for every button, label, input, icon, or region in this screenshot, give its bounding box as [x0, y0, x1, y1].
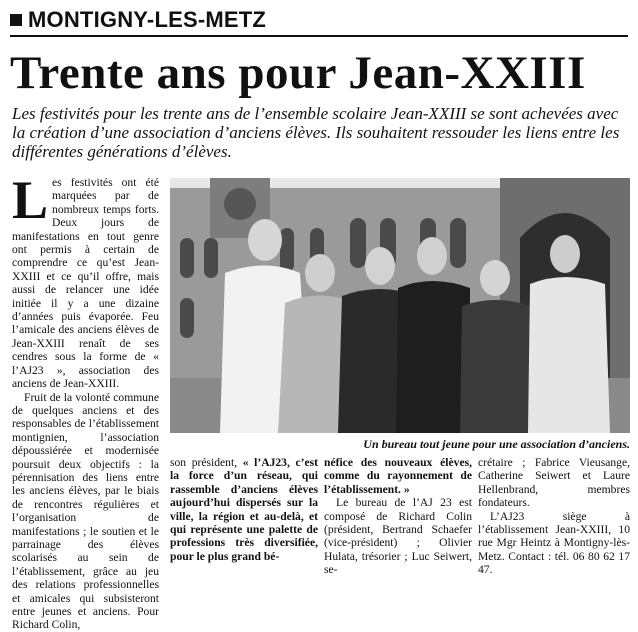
- article-column-4: [478, 456, 630, 577]
- column-3-paragraph: Le bureau de l’AJ 23 est composé de Richard Colin (président, Bertrand Schaefer (vice-président) ; Olivier Hulata, trésorier ; Luc Seiwert, se-: [324, 496, 472, 577]
- header-rule: [10, 35, 628, 37]
- article-column-1: [12, 170, 159, 632]
- article-column-2: [170, 456, 318, 563]
- paragraph-2: Fruit de la volonté commune de quelques anciens et des responsables de l’établissement montignien, l’association dépoussiérée et modernisée poursuit deux objectifs : la pérennisation des liens entre les anciens élèves, par le biais de rencontres régulières et l’organisation de manifestations ; le soutien et le parrainage des élèves scolarisés au sein de l’établissement, grâce au jeu des relations professionnelles et amicales qui subsisteront entre jeunes et anciens. Pour Richard Colin,: [12, 390, 159, 632]
- group-photo: [170, 178, 630, 433]
- column-3-quote-end: néfice des nouveaux élèves, comme du rayonnement de l’établissement. »: [324, 456, 472, 496]
- headline: Trente ans pour Jean-XXIII: [10, 47, 586, 99]
- column-2-quote: « l’AJ23, c’est la force d’un réseau, qui rassemble d’anciens élèves aujourd’hui dispersés sur la ville, la région et au-delà, et qui représente une palette de professions très diversifiée, pour le plus grand bé-: [170, 456, 318, 563]
- rubric-square-icon: [10, 14, 22, 26]
- article-column-3: [324, 456, 472, 577]
- section-title: MONTIGNY-LES-METZ: [28, 7, 267, 32]
- column-4-paragraph-2: L’AJ23 siège à l’établissement Jean-XXIII, 10 rue Mgr Heintz à Montigny-lès-Metz. Contact : tél. 06 80 62 17 47.: [478, 509, 630, 577]
- photo-caption: Un bureau tout jeune pour une association d’anciens.: [363, 437, 630, 451]
- column-2-lead: son président,: [170, 456, 243, 469]
- lead-paragraph: Les festivités pour les trente ans de l’ensemble scolaire Jean-XXIII se sont achevées avec la création d’une association d’anciens élèves. Ils souhaitent ressouder les liens entre les différentes générations d’élèves.: [12, 104, 620, 161]
- column-4-paragraph-1: crétaire ; Fabrice Vieusange, Catherine Seiwert et Laure Hellenbrand, membres fondateurs.: [478, 456, 630, 510]
- drop-cap: L: [12, 170, 49, 230]
- section-rubric: [10, 6, 266, 34]
- paragraph-1: es festivités ont été marquées par de nombreux temps forts. Deux jours de manifestations en tout genre ont permis à certain de comprendre ce qu’est Jean-XXIII et ce qu’il offre, mais aussi de relancer une idée initiée il y a une dizaine d’années puis évaporée. Feu l’amicale des anciens élèves de Jean-XXIII renaît de ses cendres sous la forme de « l’AJ23 », association des anciens de Jean-XXIII.: [12, 176, 159, 391]
